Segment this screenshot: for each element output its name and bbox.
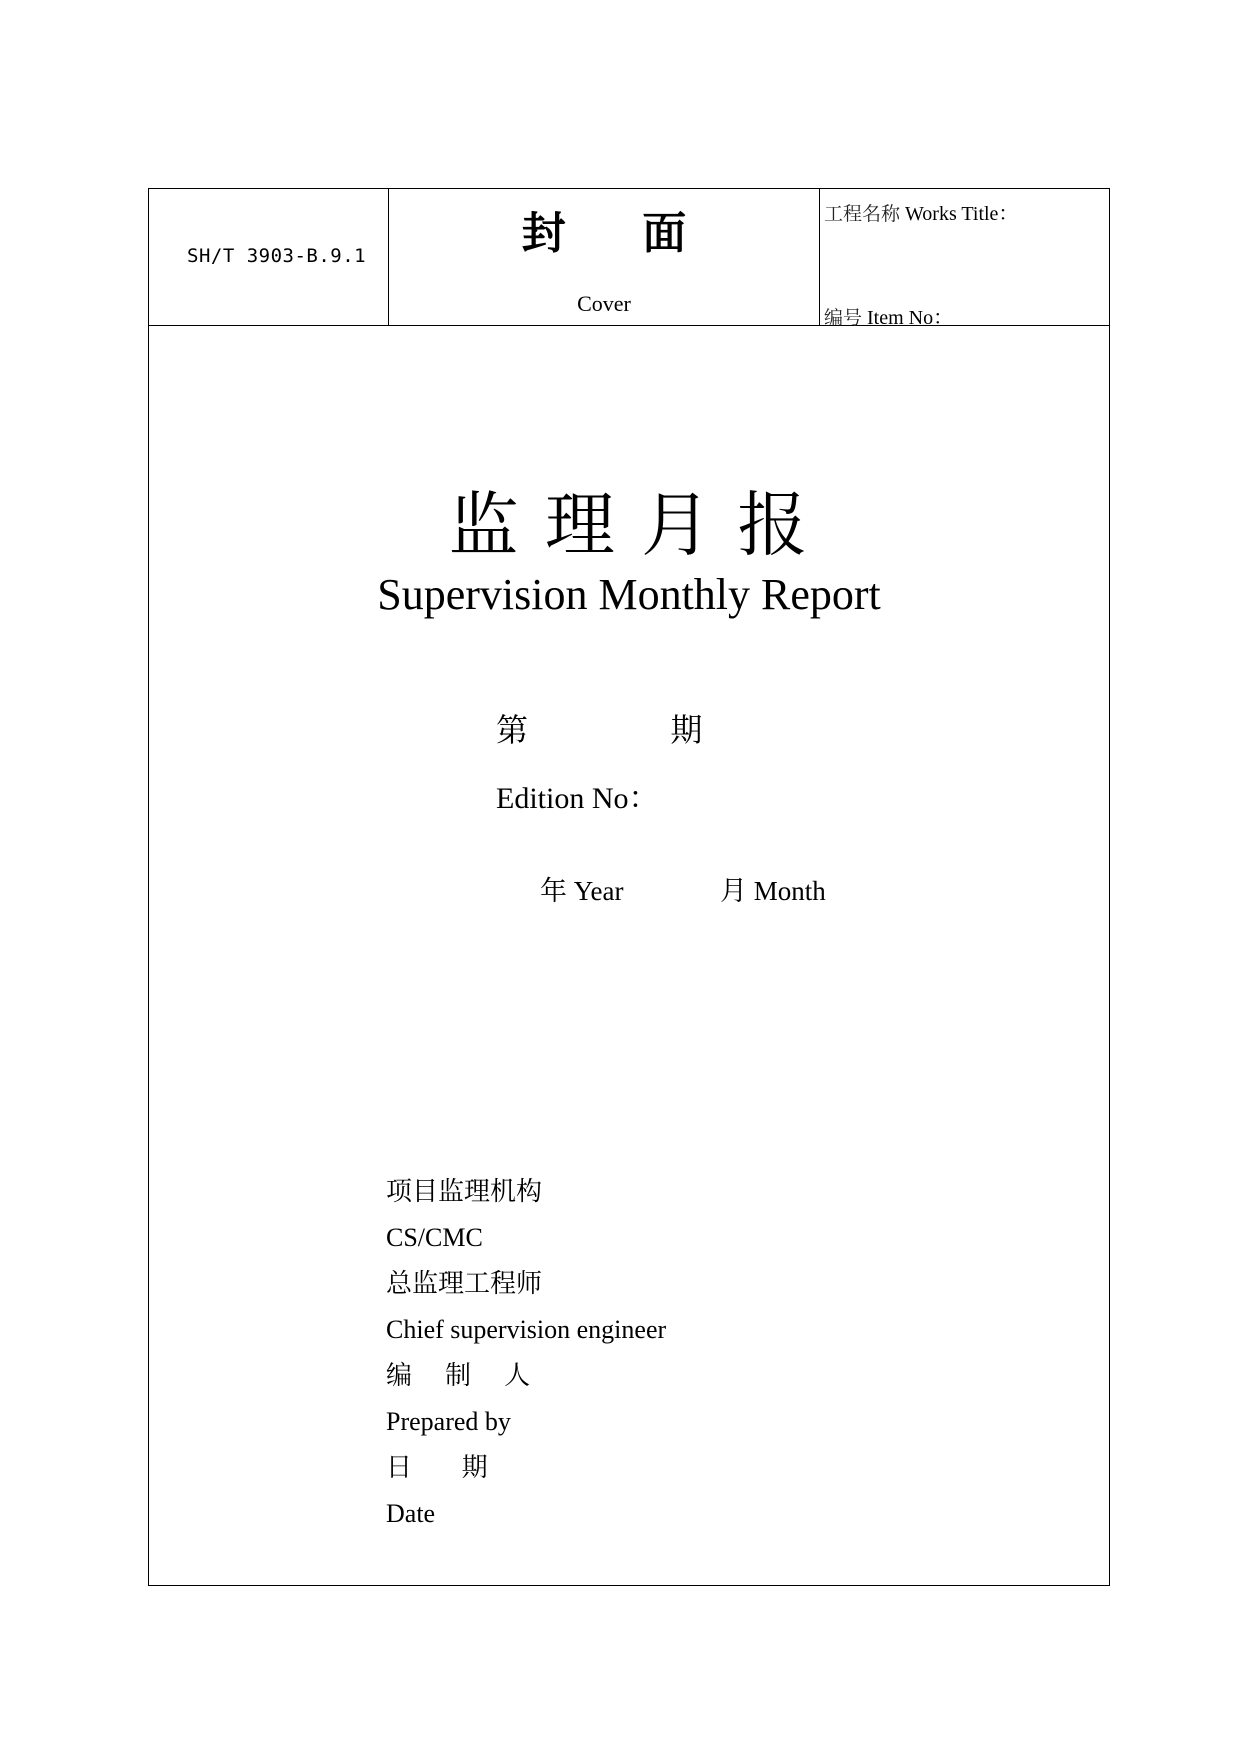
item-no-label-cn: 编号 (824, 307, 863, 329)
edition-label-cn: 第 期 (496, 711, 703, 749)
date-label-en: Date (386, 1499, 436, 1528)
report-title-en: Supervision Monthly Report (377, 570, 881, 619)
cover-form-frame (148, 188, 1110, 1586)
works-title-label-cn: 工程名称 (824, 203, 901, 225)
month-label (720, 869, 826, 908)
month-label-en: Month (753, 876, 826, 906)
cover-title-cn: 封 面 (521, 208, 687, 259)
signature-block (386, 1169, 666, 1537)
month-label-cn: 月 (720, 876, 747, 907)
date-label-cn: 日 期 (386, 1453, 488, 1483)
cover-title-en: Cover (577, 291, 631, 316)
prepared-by-label-en: Prepared by (386, 1407, 511, 1436)
standard-code-cell (149, 189, 389, 325)
chief-engineer-label-en: Chief supervision engineer (386, 1315, 667, 1344)
cover-title-cell (389, 189, 820, 325)
prepared-by-label-cn: 编 制 人 (386, 1361, 531, 1391)
edition-label-en: Edition No： (496, 782, 659, 815)
item-no-label (824, 301, 953, 330)
chief-engineer-label-cn: 总监理工程师 (386, 1269, 543, 1299)
project-info-cell (820, 189, 1111, 329)
form-header (149, 189, 1109, 329)
supervision-org-label-en: CS/CMC (386, 1223, 483, 1252)
year-label (540, 869, 624, 908)
works-title-label-en: Works Title： (905, 203, 1019, 225)
item-no-label-en: Item No： (867, 307, 954, 329)
supervision-org-label-cn: 项目监理机构 (386, 1177, 543, 1207)
standard-code: SH/T 3903-B.9.1 (187, 245, 367, 267)
report-title-cn: 监 理 月 报 (448, 484, 810, 566)
year-label-en: Year (573, 876, 624, 906)
works-title-label (824, 197, 1018, 226)
year-label-cn: 年 (540, 876, 567, 907)
